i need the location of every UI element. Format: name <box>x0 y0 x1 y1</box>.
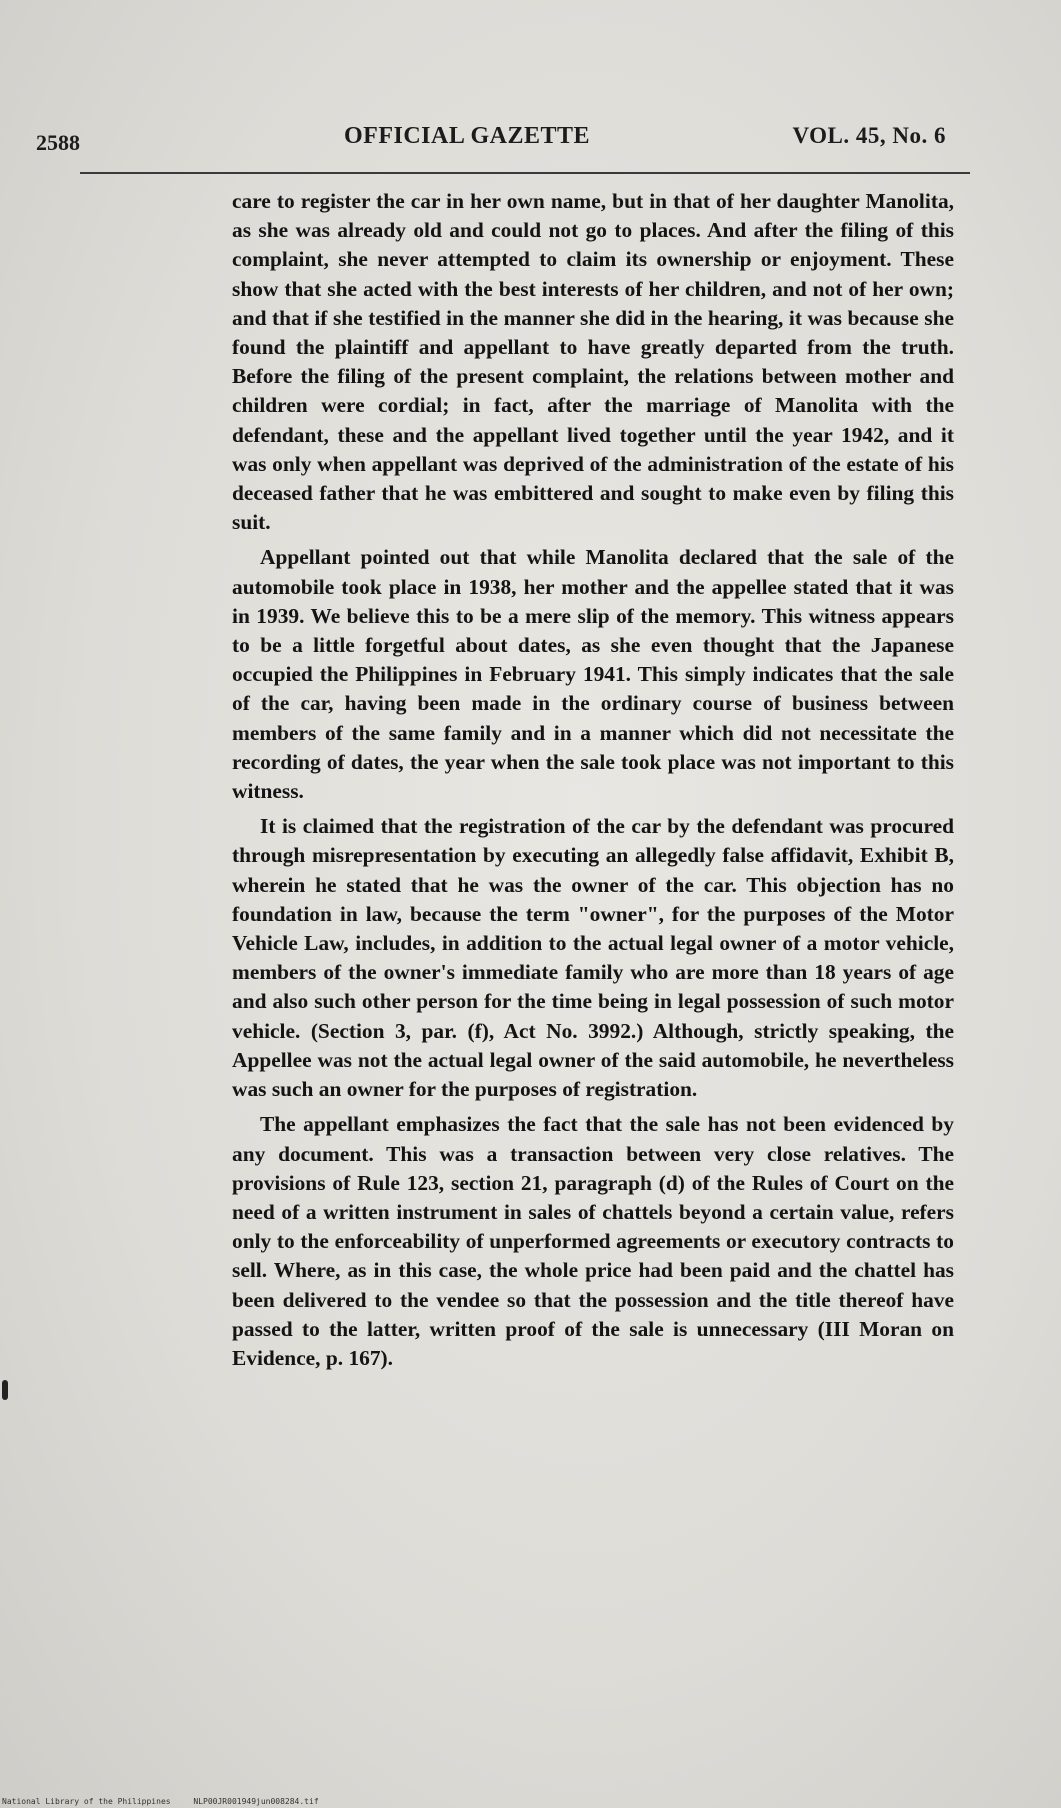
scan-artifact <box>2 1380 8 1400</box>
paragraph-3: It is claimed that the registration of the car by the defendant was procured through misrepresentation by executing an allegedly false affidavit, Exhibit B, wherein he stated that he was the owner of the car. This objection has no foundation in law, because the term "owner", for the purposes of the Motor Vehicle Law, includes, in addition to the actual legal owner of a motor vehicle, members of the owner's immediate family who are more than 18 years of age and also such other person for the time being in legal possession of such motor vehicle. (Section 3, par. (f), Act No. 3992.) Although, strictly speaking, the Appellee was not the actual legal owner of the said automobile, he nevertheless was such an owner for the purposes of registration. <box>232 814 954 1102</box>
paragraph-2: Appellant pointed out that while Manolita declared that the sale of the automobile took place in 1938, her mother and the appellee stated that it was in 1939. We believe this to be a mere slip of the memory. This witness appears to be a little forgetful about dates, as she even thought that the Japanese occupied the Philippines in February 1941. This simply indicates that the sale of the car, having been made in the ordinary course of business between members of the same family and in a manner which did not necessitate the recording of dates, the year when the sale took place was not important to this witness. <box>232 545 954 804</box>
page-number: 2588 <box>36 130 80 155</box>
body-text <box>232 187 954 1379</box>
file-id: NLP00JR001949jun008284.tif <box>193 1797 319 1806</box>
paragraph-4: The appellant emphasizes the fact that the sale has not been evidenced by any document. This was a transaction between very close relatives. The provisions of Rule 123, section 21, paragraph (d) of the Rules of Court on the need of a written instrument in sales of chattels beyond a certain value, refers only to the enforceability of unperformed agreements or executory contracts to sell. Where, as in this case, the whole price had been paid and the chattel has been delivered to the vendee so that the possession and the title thereof have passed to the latter, written proof of the sale is unnecessary (III Moran on Evidence, p. 167). <box>232 1112 954 1370</box>
paragraph-1: care to register the car in her own name, but in that of her daughter Manolita, as she was already old and could not go to places. And after the filing of this complaint, she never attempted to claim its ownership or enjoyment. These show that she acted with the best interests of her children, and not of her own; and that if she testified in the manner she did in the hearing, it was because she found the plaintiff and appellant to have greatly departed from the truth. Before the filing of the present complaint, the relations between mother and children were cordial; in fact, after the marriage of Manolita with the defendant, these and the appellant lived together until the year 1942, and it was only when appellant was deprived of the administration of the estate of his deceased father that he was embittered and sought to make even by filing this suit. <box>232 189 954 535</box>
page-header <box>36 118 956 158</box>
library-credit: National Library of the Philippines <box>2 1797 171 1806</box>
volume-number: VOL. 45, No. 6 <box>792 123 946 148</box>
scan-footer <box>2 1797 319 1806</box>
header-rule <box>80 172 970 174</box>
publication-title: OFFICIAL GAZETTE <box>344 123 591 149</box>
